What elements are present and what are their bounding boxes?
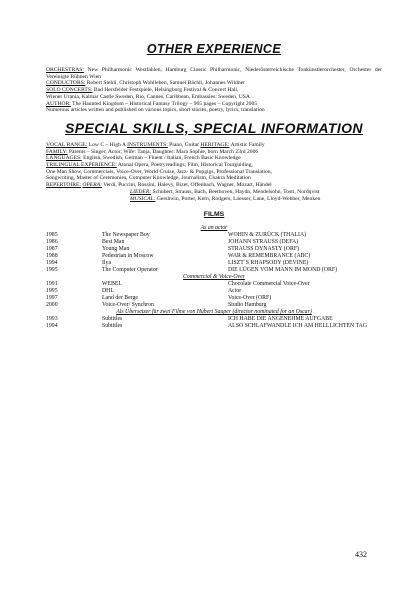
film-year: 1994 — [46, 260, 58, 267]
film-year: 1988 — [46, 253, 58, 260]
vocal-range-line — [46, 142, 382, 149]
conductors-text: Robert Stehli, Christoph Wohlleben, Samuel Bächli, Johannes Wildner — [85, 80, 245, 87]
repertoire-line — [46, 182, 382, 189]
commercial-heading: Commercial & Voice-Over — [183, 274, 245, 281]
film-role: Ilya — [102, 260, 112, 267]
film-detail: DIE LÜGEN VOM MANN IM MOND (ORF) — [228, 267, 338, 274]
instruments-text: Piano, Guitar — [167, 141, 201, 148]
film-detail: JOHANN STRAUSS (DEFA) — [228, 239, 299, 246]
film-year: 1994 — [46, 323, 58, 330]
musical-label: MUSICAL: — [130, 195, 156, 202]
film-role: DHL — [102, 288, 114, 295]
film-detail: ICH HABE DIE ANGENEHME AUFGABE — [228, 316, 333, 323]
lieder-label: LIEDER: — [130, 188, 152, 195]
film-role: Subtitles — [102, 323, 123, 330]
family-line — [46, 149, 382, 156]
orchestras-paragraph — [46, 67, 382, 80]
opera-text: Verdi, Puccini, Rossini, Halevy, Bizet, Offenbach, Wagner, Mozart, Händel — [101, 182, 272, 189]
film-year: 1997 — [46, 295, 58, 302]
family-label: FAMILY: — [46, 148, 68, 155]
languages-text: English, Swedish, German – Fluent / Italian, French Basic Knowledge — [81, 155, 241, 162]
film-row — [46, 239, 382, 246]
musical-line — [46, 196, 382, 203]
trilingual-cont-2: Songwriting, Master of Ceremonies, Computer Knowledge, Journalism, Chakra Meditation — [46, 175, 251, 182]
film-year: 1987 — [46, 246, 58, 253]
vocal-range-label: VOCAL RANGE: — [46, 141, 88, 148]
film-detail: Voice-Over (ORF) — [228, 295, 272, 302]
film-role: Pedestrian in Moscow — [102, 253, 154, 260]
author-text: The Haunted Kingdom – Historical Fantasy Trilogy – 965 pages – Copyright 2005 — [70, 100, 258, 107]
film-row — [46, 232, 382, 239]
film-role: WEBEL — [102, 281, 122, 288]
film-detail: LISZT´S RHAPSODY (DEVINE) — [228, 260, 309, 267]
film-role: The Newspaper Boy — [102, 232, 150, 239]
opera-label: OPERA: — [82, 182, 102, 189]
commercial-rows — [46, 281, 382, 309]
vocal-range-text: Low C – High A — [87, 141, 128, 148]
film-role: Voice-Over/ Synchron — [102, 302, 154, 309]
trilingual-cont-1: One Man Show, Commercials, Voice-Over, World Cruise, Jazz- & Popgigs, Professional Translation, — [46, 168, 272, 175]
film-detail: WAR & REMEMBRANCE (ABC) — [228, 253, 311, 260]
film-row — [46, 323, 382, 330]
film-detail: WOHIN & ZURÜCK (THALIA) — [228, 232, 307, 239]
lieder-text: Schubert, Strauss, Bach, Beethoven, Haydn, Mendelsohn, Tosti, Nordqvist — [151, 188, 320, 195]
translator-rows — [46, 316, 382, 330]
film-role: Land der Berge — [102, 295, 138, 302]
page-number: 432 — [355, 550, 367, 559]
solo-concerts-cont: Wiener Urania, Kalmar Castle Sweden, Rio, Cannes, Caribbean, Embassies: Sweden, USA — [46, 93, 250, 100]
author-paragraph — [46, 101, 382, 108]
musical-text: Gershwin, Porter, Kern, Rodgers, Loesser, Lane, Lloyd-Webber, Menken — [155, 195, 321, 202]
heritage-label: HERITAGE: — [200, 141, 230, 148]
heritage-text: Artistic Family — [229, 141, 265, 148]
solo-concerts-paragraph — [46, 87, 382, 94]
author-label: AUTHOR: — [46, 100, 71, 107]
special-skills-title: SPECIAL SKILLS, SPECIAL INFORMATION — [65, 119, 363, 136]
film-detail: ALSO SCHLAFWANDLE ICH AM HELLLICHTEN TAG — [228, 323, 368, 330]
other-experience-title: OTHER EXPERIENCE — [146, 42, 282, 56]
conductors-label: CONDUCTORS: — [46, 80, 86, 87]
trilingual-text: Atonal Opera, Poetryreadings, Film, Historical Tourguiding, — [116, 162, 253, 169]
film-detail: Studio Hamburg — [228, 302, 267, 309]
film-detail: STRAUSS DYNASTY (ORF) — [228, 246, 299, 253]
film-year: 1991 — [46, 281, 58, 288]
film-role: Young Man — [102, 246, 130, 253]
film-year: 1995 — [46, 288, 58, 295]
lieder-line — [46, 189, 382, 196]
film-row — [46, 295, 382, 302]
solo-concerts-label: SOLO CONCERTS: — [46, 87, 93, 94]
film-year: 2000 — [46, 302, 58, 309]
film-row — [46, 288, 382, 295]
orchestras-text: New Philharmonic Westfahlen, Hamburg Classic Philharmonic, Niederösterreichische Tonkünstlerorchester, Orchester der Vereinigte Bühnen Wien — [46, 67, 382, 80]
film-row — [46, 316, 382, 323]
languages-line — [46, 155, 382, 162]
film-role: The Computer Operator — [102, 267, 158, 274]
trilingual-label: TRILINGUAL EXPERIENCE: — [46, 162, 117, 169]
numerous-articles-line: Numerous articles written and published on various topics, short stories, poetry, lyrics, translation — [46, 107, 265, 114]
film-row — [46, 281, 382, 288]
family-text: Parents – Singer, Actor; Wife: Tanja, Daughter: Mara Sophie, born March 23rd 2006 — [67, 148, 259, 155]
document-page — [46, 42, 382, 330]
actor-heading: As an actor — [200, 225, 228, 232]
actor-rows — [46, 232, 382, 274]
film-year: 1993 — [46, 316, 58, 323]
film-row — [46, 267, 382, 274]
film-year: 1995 — [46, 267, 58, 274]
orchestras-label: ORCHESTRAS: — [46, 67, 84, 73]
repertoire-label: REPERTOIRE: — [46, 182, 81, 189]
film-row — [46, 246, 382, 253]
languages-label: LANGUAGES: — [46, 155, 82, 162]
film-role: Best Man — [102, 239, 125, 246]
film-year: 1986 — [46, 239, 58, 246]
film-row — [46, 253, 382, 260]
instruments-label: INSTRUMENTS: — [127, 141, 168, 148]
film-detail: Actor — [228, 288, 242, 295]
films-title: FILMS — [203, 211, 225, 219]
film-role: Subtitles — [102, 316, 123, 323]
film-detail: Chocolate Commercial Voice-Over — [228, 281, 310, 288]
film-year: 1985 — [46, 232, 58, 239]
solo-concerts-text: Bad Hersfelder Festspiele, Helsingborg Festival & Concert Hall, — [92, 87, 239, 94]
trilingual-line — [46, 162, 382, 169]
translator-heading: Als Übersetzer für zwei Filme von Hubert Sauper (director nominated for an Oscar) — [116, 309, 312, 316]
